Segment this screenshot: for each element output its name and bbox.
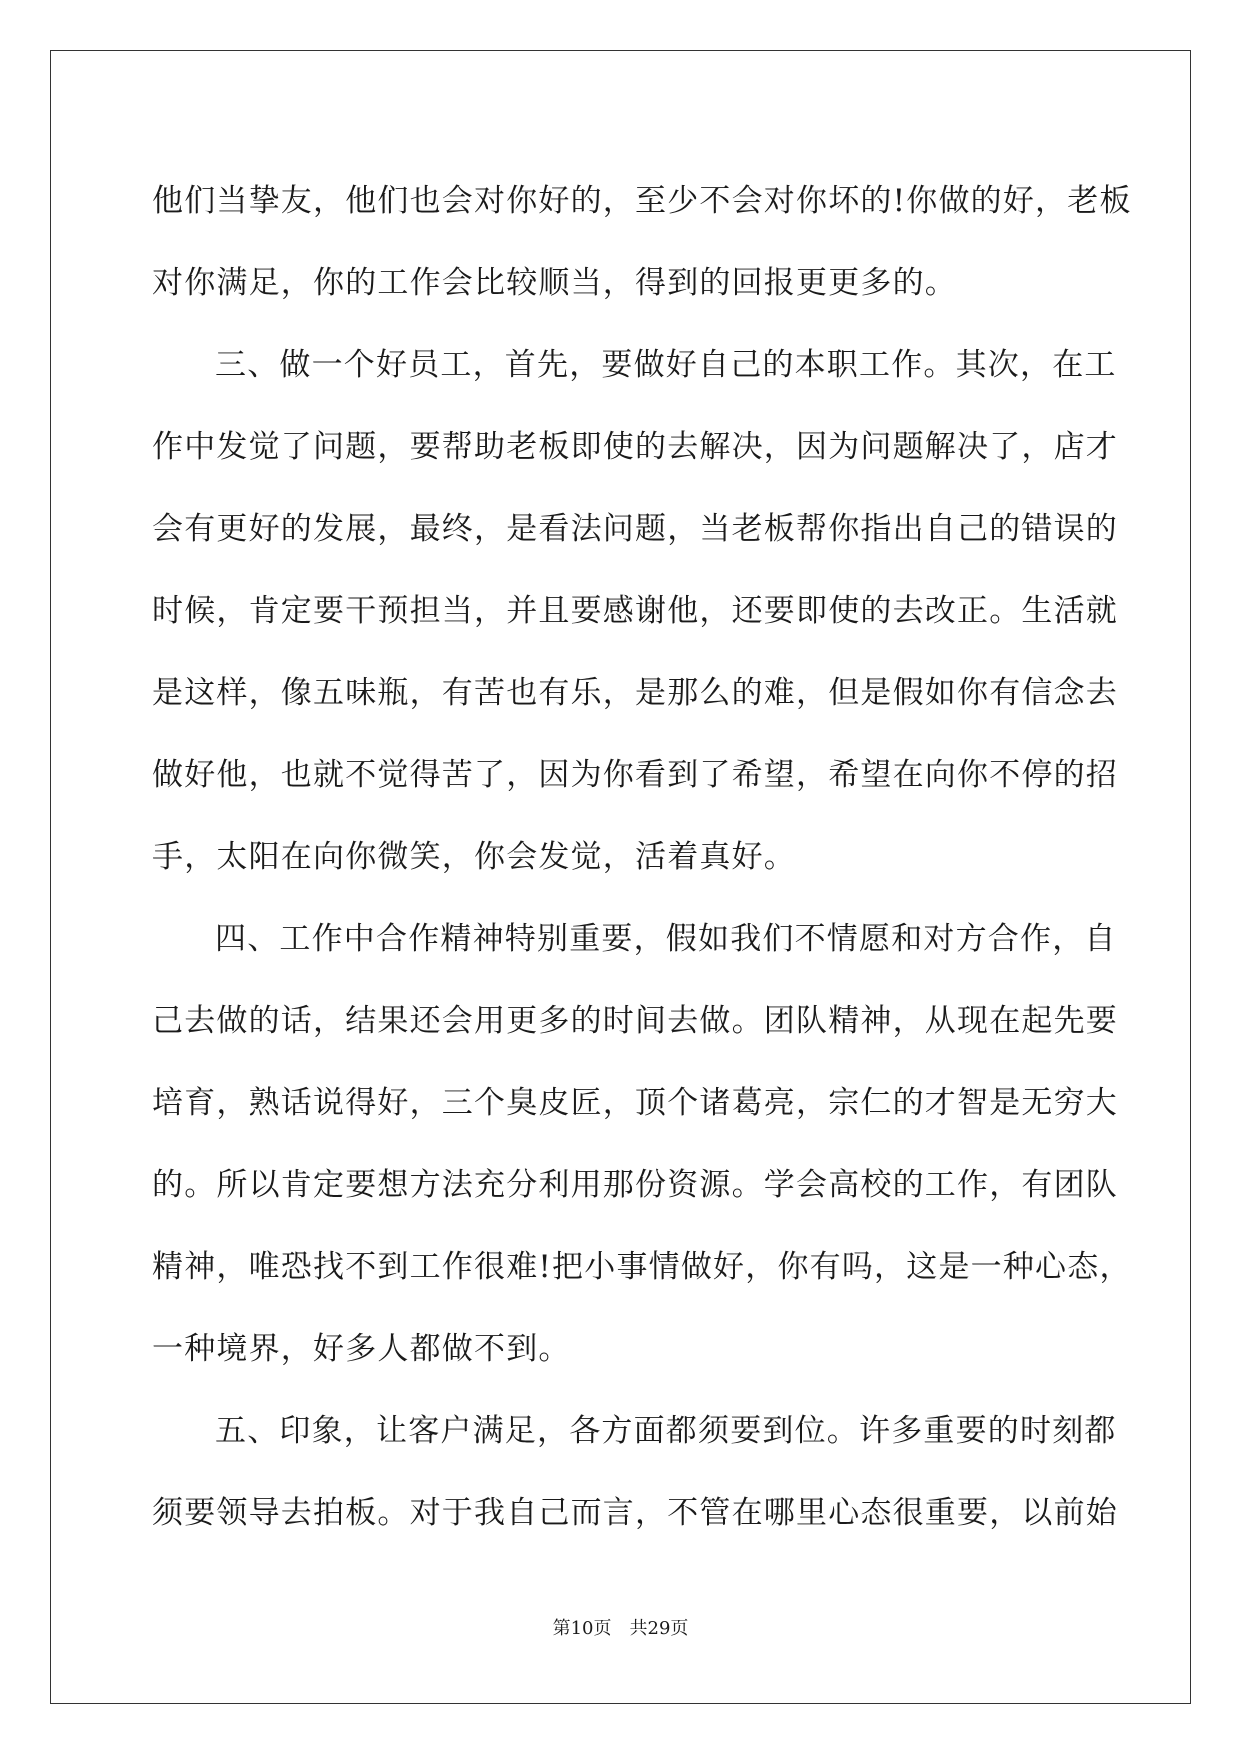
paragraph-start-line: 五、印象，让客户满足，各方面都须要到位。许多重要的时刻都 bbox=[215, 1413, 1117, 1449]
text-line: 对你满足，你的工作会比较顺当，得到的回报更更多的。 bbox=[152, 265, 957, 301]
text-line: 会有更好的发展，最终，是看法问题，当老板帮你指出自己的错误的 bbox=[152, 511, 1118, 547]
text-line: 的。所以肯定要想方法充分利用那份资源。学会高校的工作，有团队 bbox=[152, 1167, 1118, 1203]
paragraph-start-line: 三、做一个好员工，首先，要做好自己的本职工作。其次，在工 bbox=[215, 347, 1117, 383]
page-number-footer: 第10页 共29页 bbox=[552, 1618, 689, 1639]
text-line: 己去做的话，结果还会用更多的时间去做。团队精神，从现在起先要 bbox=[152, 1003, 1118, 1039]
text-line: 他们当挚友，他们也会对你好的，至少不会对你坏的!你做的好，老板 bbox=[152, 183, 1132, 219]
text-line: 手，太阳在向你微笑，你会发觉，活着真好。 bbox=[152, 839, 796, 875]
text-line: 须要领导去拍板。对于我自己而言，不管在哪里心态很重要，以前始 bbox=[152, 1495, 1118, 1531]
text-line: 时候，肯定要干预担当，并且要感谢他，还要即使的去改正。生活就 bbox=[152, 593, 1118, 629]
document-body bbox=[152, 160, 1132, 1554]
text-line: 做好他，也就不觉得苦了，因为你看到了希望，希望在向你不停的招 bbox=[152, 757, 1118, 793]
text-line: 精神，唯恐找不到工作很难!把小事情做好，你有吗，这是一种心态， bbox=[152, 1249, 1132, 1285]
text-line: 一种境界，好多人都做不到。 bbox=[152, 1331, 571, 1367]
paragraph-start-line: 四、工作中合作精神特别重要，假如我们不情愿和对方合作，自 bbox=[215, 921, 1117, 957]
text-line: 是这样，像五味瓶，有苦也有乐，是那么的难，但是假如你有信念去 bbox=[152, 675, 1118, 711]
text-line: 作中发觉了问题，要帮助老板即使的去解决，因为问题解决了，店才 bbox=[152, 429, 1118, 465]
text-line: 培育，熟话说得好，三个臭皮匠，顶个诸葛亮，宗仁的才智是无穷大 bbox=[152, 1085, 1118, 1121]
